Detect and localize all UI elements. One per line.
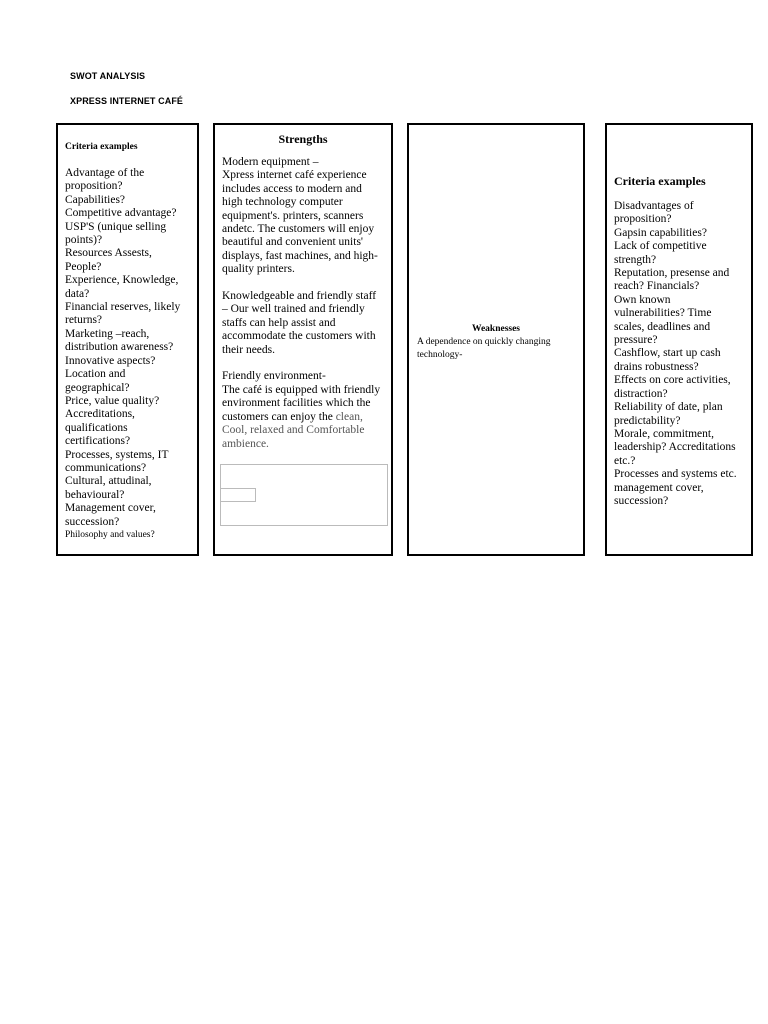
text-line: Capabilities?: [65, 193, 126, 206]
text-line: Cashflow, start up cash: [614, 347, 721, 360]
text-line: succession?: [65, 515, 120, 528]
text-line: proposition?: [614, 213, 672, 226]
text-line: drains robustness?: [614, 360, 699, 373]
text-line: Management cover,: [65, 502, 156, 515]
embedded-frame-small: [220, 488, 256, 502]
text-line: strength?: [614, 253, 657, 266]
text-line: Cultural, attudinal,: [65, 475, 152, 488]
text-line: vulnerabilities? Time: [614, 307, 712, 320]
criteria-title: Criteria examples: [65, 142, 138, 152]
text-line: Xpress internet café experience: [222, 169, 367, 182]
text-line: etc.?: [614, 454, 636, 467]
text-line: USP'S (unique selling: [65, 220, 167, 233]
text-line: Morale, commitment,: [614, 427, 714, 440]
text-line: data?: [65, 287, 90, 300]
text-line: behavioural?: [65, 488, 125, 501]
text-line: Own known: [614, 293, 671, 306]
text-line: returns?: [65, 314, 103, 327]
document-title: SWOT ANALYSIS: [70, 71, 146, 81]
text-line: Processes and systems etc.: [614, 468, 737, 481]
criteria-list: [65, 167, 197, 542]
weaknesses-title: Weaknesses: [471, 324, 521, 334]
text-line: equipment's. printers, scanners: [222, 209, 364, 222]
text-line: ambience.: [222, 437, 269, 450]
strengths-text-line: customers can enjoy the: [222, 410, 336, 423]
text-line: proposition?: [65, 180, 123, 193]
text-line: Advantage of the: [65, 167, 145, 179]
text-line: Philosophy and values?: [65, 529, 155, 540]
text-line: Resources Assests,: [65, 247, 152, 260]
text-line: Friendly environment-: [222, 370, 326, 383]
text-line: management cover,: [614, 481, 704, 494]
text-line: Marketing –reach,: [65, 327, 150, 340]
text-line: Innovative aspects?: [65, 354, 156, 367]
text-line: Reputation, presense and: [614, 267, 730, 280]
text-line: includes access to modern and: [222, 182, 362, 195]
criteria-list: [614, 200, 752, 508]
text-line: Competitive advantage?: [65, 207, 177, 220]
text-line: technology-: [417, 349, 463, 360]
text-line: high technology computer: [222, 196, 343, 209]
document-subtitle: XPRESS INTERNET CAFÉ: [70, 96, 184, 106]
text-line: their needs.: [222, 343, 276, 356]
text-line: geographical?: [65, 381, 130, 394]
text-line: andetc. The customers will enjoy: [222, 223, 375, 236]
text-line: succession?: [614, 494, 669, 507]
text-line: displays, fast machines, and high-: [222, 249, 378, 262]
text-line: Price, value quality?: [65, 394, 160, 407]
text-line: distraction?: [614, 387, 668, 400]
text-line: scales, deadlines and: [614, 320, 711, 333]
text-line: Financial reserves, likely: [65, 301, 181, 314]
text-line: accommodate the customers with: [222, 330, 376, 343]
strengths-title: Strengths: [278, 132, 328, 146]
text-line: pressure?: [614, 334, 658, 347]
text-line: The café is equipped with friendly: [222, 383, 381, 396]
strengths-box: [213, 123, 393, 556]
text-line: People?: [65, 260, 102, 273]
text-line: Experience, Knowledge,: [65, 274, 179, 287]
text-line: leadership? Accreditations: [614, 441, 736, 454]
weaknesses-text: [417, 336, 582, 361]
text-line: environment facilities which the: [222, 397, 371, 410]
strengths-text: [222, 156, 392, 451]
text-line: Modern equipment –: [222, 156, 319, 168]
text-line: distribution awareness?: [65, 341, 174, 354]
text-line: quality printers.: [222, 263, 295, 276]
text-line: Reliability of date, plan: [614, 401, 723, 414]
text-line: Accreditations,: [65, 408, 135, 421]
text-line: Lack of competitive: [614, 240, 707, 253]
text-line: points)?: [65, 234, 103, 247]
text-line: – Our well trained and friendly: [222, 303, 365, 316]
text-line: Disadvantages of: [614, 200, 694, 212]
text-line: Effects on core activities,: [614, 374, 731, 387]
text-line: Cool, relaxed and Comfortable: [222, 424, 365, 437]
criteria-weaknesses-box: [605, 123, 753, 556]
criteria-strengths-box: [56, 123, 199, 556]
text-line: Location and: [65, 368, 126, 381]
text-line: predictability?: [614, 414, 681, 427]
text-line: beautiful and convenient units': [222, 236, 363, 249]
text-line: certifications?: [65, 435, 131, 448]
text-line: reach? Financials?: [614, 280, 700, 293]
text-line: qualifications: [65, 421, 128, 434]
text-line: Processes, systems, IT: [65, 448, 169, 461]
strengths-text-line: clean,: [335, 410, 363, 423]
text-line: A dependence on quickly changing: [417, 337, 551, 347]
text-line: Knowledgeable and friendly staff: [222, 290, 377, 303]
text-line: communications?: [65, 461, 147, 474]
text-line: staffs can help assist and: [222, 316, 336, 329]
weaknesses-box: [407, 123, 585, 556]
criteria-title: Criteria examples: [614, 174, 706, 188]
text-line: Gapsin capabilities?: [614, 226, 707, 239]
